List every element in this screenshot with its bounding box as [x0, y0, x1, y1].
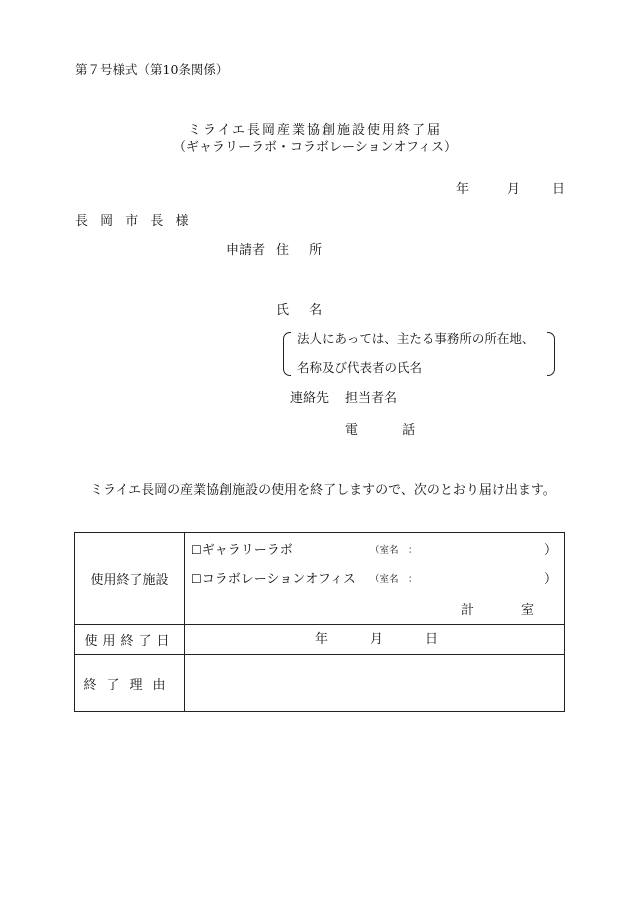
person-in-charge-field-label[interactable]: 担当者名	[345, 391, 398, 406]
enddate-label: 使用終了日	[75, 625, 185, 655]
phone-field-label[interactable]: 電 話	[345, 423, 436, 438]
facility-options-cell	[185, 533, 565, 625]
total-label: 計	[461, 603, 475, 618]
collaboration-office-room-close: ）	[543, 572, 557, 587]
declaration-text: ミライエ長岡の産業協創施設の使用を終了しますので、次のとおり届け出ます。	[90, 483, 556, 498]
enddate-field[interactable]	[185, 625, 565, 655]
gallery-lab-checkbox[interactable]: ☐	[191, 543, 202, 557]
gallery-lab-label: ギャラリーラボ	[201, 543, 293, 558]
date-day-label[interactable]: 日	[552, 182, 566, 197]
table-row-reason	[75, 655, 565, 712]
option-gallery-lab[interactable]	[191, 544, 293, 557]
enddate-month: 月	[370, 632, 384, 647]
addressee: 長 岡 市 長 様	[75, 214, 193, 229]
table-row-enddate	[75, 625, 565, 655]
corporate-note-line2: 名称及び代表者の氏名	[297, 360, 423, 375]
collaboration-office-label: コラボレーションオフィス	[201, 572, 356, 587]
address-field-label[interactable]: 住 所	[276, 243, 331, 258]
gallery-lab-room-close: ）	[543, 543, 557, 558]
enddate-year: 年	[315, 632, 329, 647]
applicant-label: 申請者	[226, 243, 266, 258]
reason-field[interactable]	[185, 655, 565, 712]
left-bracket	[283, 332, 291, 376]
right-bracket	[547, 332, 555, 376]
collaboration-office-checkbox[interactable]: ☐	[191, 572, 202, 586]
name-field-label[interactable]: 氏 名	[276, 303, 331, 318]
document-title: ミライエ長岡産業協創施設使用終了届	[187, 123, 443, 138]
corporate-note-line1: 法人にあっては、主たる事務所の所在地、	[297, 331, 535, 346]
date-month-label[interactable]: 月	[507, 182, 521, 197]
enddate-day: 日	[425, 632, 439, 647]
option-collaboration-office[interactable]	[191, 573, 356, 586]
facility-label: 使用終了施設	[75, 533, 185, 625]
gallery-lab-room-field[interactable]: （室名 ：	[370, 545, 418, 556]
collaboration-office-room-field[interactable]: （室名 ：	[370, 574, 418, 585]
contact-label: 連絡先	[290, 391, 330, 406]
document-subtitle: （ギャラリーラボ・コラボレーションオフィス）	[172, 140, 458, 155]
table-row-facility	[75, 533, 565, 625]
date-year-label[interactable]: 年	[456, 182, 470, 197]
reason-label: 終了理由	[75, 655, 185, 712]
form-number: 第７号様式（第10条関係）	[75, 62, 229, 77]
room-count-unit[interactable]: 室	[521, 603, 535, 618]
facility-table	[74, 532, 565, 712]
